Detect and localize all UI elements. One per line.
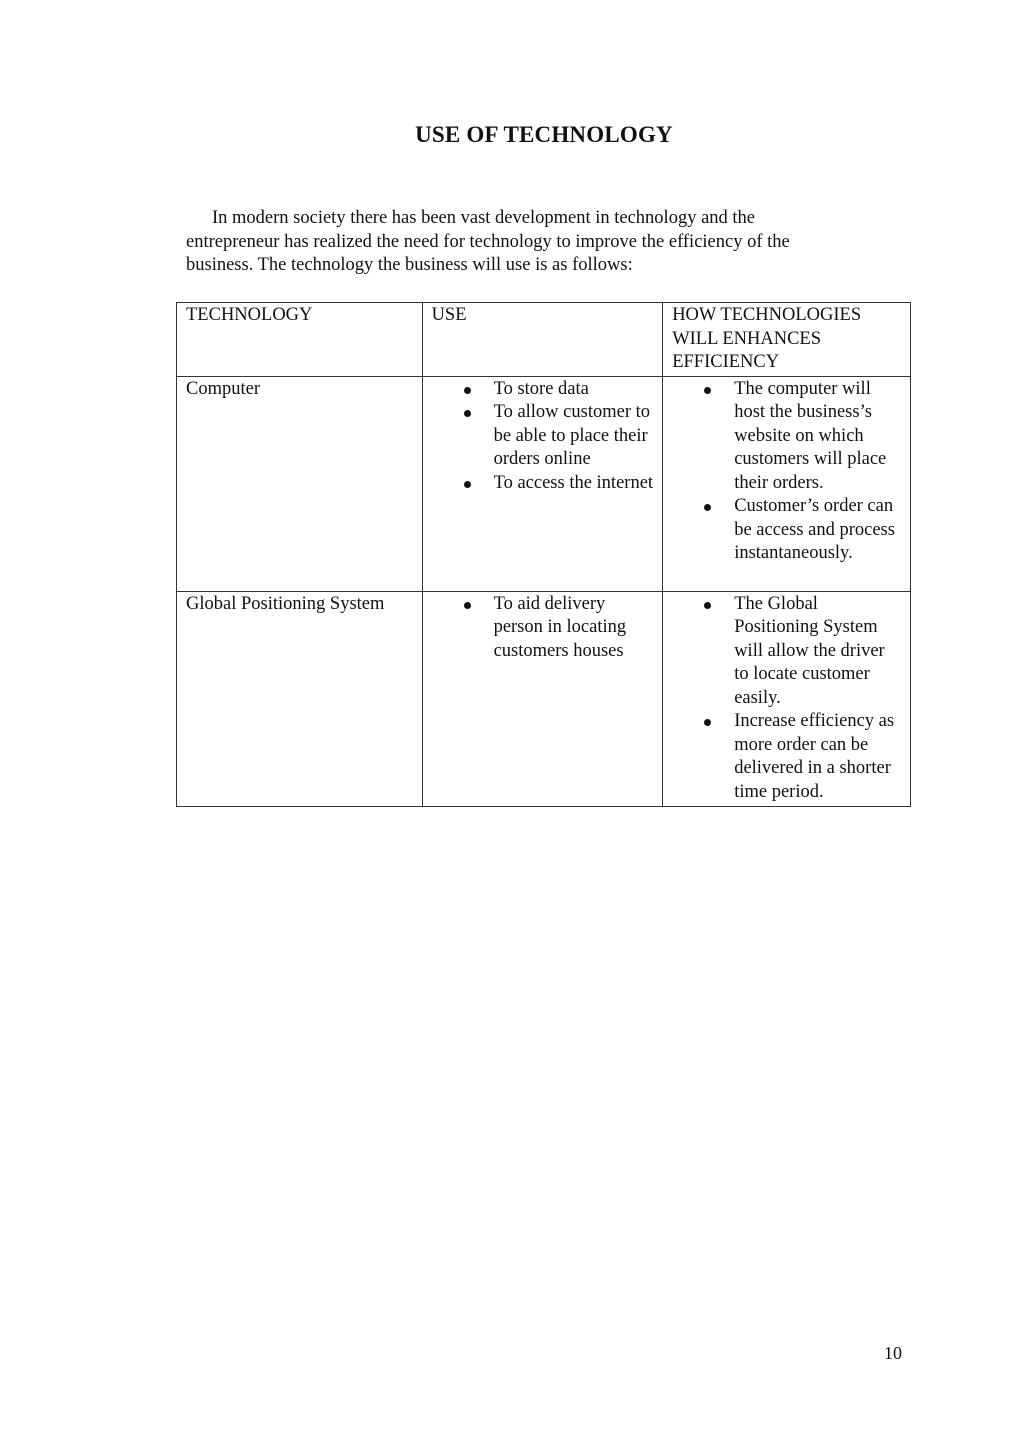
table-row xyxy=(177,591,911,806)
efficiency-text: The Global Positioning System will allow the driver to locate customer easily. xyxy=(734,593,885,708)
page-title: USE OF TECHNOLOGY xyxy=(415,122,673,147)
bullet-icon xyxy=(704,504,711,511)
efficiency-text: Customer’s order can be access and process instantaneously. xyxy=(734,496,895,563)
bullet-icon xyxy=(704,387,711,394)
list-item xyxy=(672,710,902,804)
use-text: To aid delivery person in locating customers houses xyxy=(493,593,627,661)
use-text: To store data xyxy=(493,378,589,399)
efficiency-list xyxy=(672,378,902,566)
use-cell xyxy=(422,591,663,806)
technology-cell: Computer xyxy=(177,376,423,591)
table-header-row xyxy=(177,303,911,377)
list-item xyxy=(432,593,655,664)
list-item xyxy=(432,401,655,472)
use-cell xyxy=(422,376,663,591)
list-item xyxy=(432,472,655,496)
table-row xyxy=(177,376,911,591)
bullet-icon xyxy=(704,602,711,609)
efficiency-text: Increase efficiency as more order can be delivered in a shorter time period. xyxy=(734,711,895,802)
technology-cell: Global Positioning System xyxy=(177,591,423,806)
efficiency-cell xyxy=(663,376,911,591)
list-item xyxy=(672,593,902,711)
bullet-icon xyxy=(464,387,471,394)
efficiency-text: The computer will host the business’s website on which customers will place their orders. xyxy=(734,378,887,493)
bullet-icon xyxy=(704,719,711,726)
list-item xyxy=(672,378,902,496)
use-text: To allow customer to be able to place their orders online xyxy=(493,402,650,469)
list-item xyxy=(672,495,902,566)
header-use: USE xyxy=(422,303,663,377)
intro-paragraph xyxy=(186,207,876,278)
header-technology: TECHNOLOGY xyxy=(177,303,423,377)
bullet-icon xyxy=(464,602,471,609)
intro-line: In modern society there has been vast development in technology and the xyxy=(212,208,756,228)
list-item xyxy=(432,378,655,402)
header-efficiency-line: WILL ENHANCES xyxy=(672,328,822,349)
header-efficiency-line: EFFICIENCY xyxy=(672,352,780,372)
efficiency-list xyxy=(672,593,902,805)
bullet-icon xyxy=(464,410,471,417)
header-efficiency xyxy=(663,303,911,377)
technology-table xyxy=(176,302,911,807)
efficiency-cell xyxy=(663,591,911,806)
use-list xyxy=(432,593,655,664)
bullet-icon xyxy=(464,481,471,488)
use-list xyxy=(432,378,655,496)
page-number: 10 xyxy=(884,1343,902,1363)
intro-line: entrepreneur has realized the need for technology to improve the efficiency of the xyxy=(186,231,790,252)
header-efficiency-line: HOW TECHNOLOGIES xyxy=(672,305,862,325)
use-text: To access the internet xyxy=(493,472,654,493)
intro-line: business. The technology the business will use is as follows: xyxy=(186,255,633,275)
